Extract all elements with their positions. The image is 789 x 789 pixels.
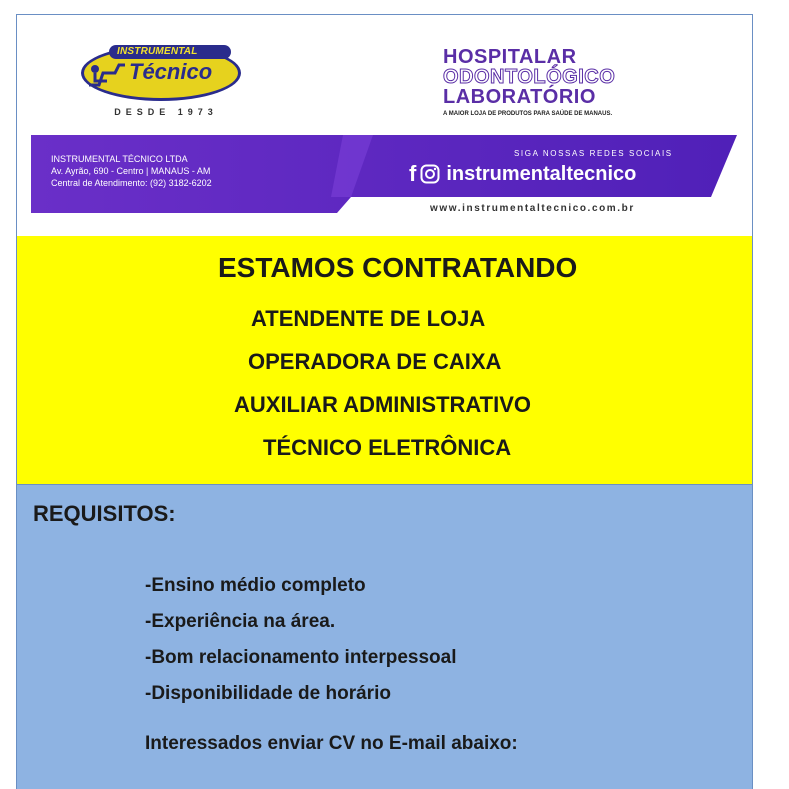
dental-chair-icon bbox=[85, 57, 129, 91]
job-item: ATENDENTE DE LOJA bbox=[251, 306, 486, 331]
requirements-section bbox=[17, 485, 752, 789]
brand-line-hospitalar: HOSPITALAR bbox=[443, 46, 577, 68]
social-handle: instrumentaltecnico bbox=[446, 162, 637, 185]
brand-tagline: A MAIOR LOJA DE PRODUTOS PARA SAÚDE DE MANAUS. bbox=[443, 111, 613, 117]
social-caption: SIGA NOSSAS REDES SOCIAIS bbox=[514, 149, 673, 158]
application-instructions: Interessados enviar CV no E-mail abaixo: bbox=[145, 733, 518, 754]
hiring-title: ESTAMOS CONTRATANDO bbox=[218, 252, 578, 283]
company-address: Av. Ayrão, 690 - Centro | MANAUS - AM bbox=[51, 166, 211, 176]
website-url: www.instrumentaltecnico.com.br bbox=[430, 203, 635, 214]
requirement-item: -Bom relacionamento interpessoal bbox=[145, 647, 457, 668]
brand-line-laboratorio: LABORATÓRIO bbox=[443, 86, 596, 108]
job-flyer bbox=[16, 14, 753, 789]
job-item: TÉCNICO ELETRÔNICA bbox=[263, 435, 512, 460]
instrumental-tecnico-logo bbox=[81, 39, 247, 123]
brand-line-odontologico: ODONTOLÓGICO bbox=[443, 66, 616, 88]
requirement-item: -Disponibilidade de horário bbox=[145, 683, 391, 704]
logo-since-text: DESDE 1973 bbox=[114, 107, 218, 117]
facebook-icon: f bbox=[409, 161, 417, 186]
requirement-item: -Ensino médio completo bbox=[145, 575, 366, 596]
logo-top-text: INSTRUMENTAL bbox=[117, 46, 198, 57]
requirement-item: -Experiência na área. bbox=[145, 611, 336, 632]
brand-block bbox=[443, 47, 703, 117]
instagram-icon bbox=[420, 164, 440, 184]
requirements-title: REQUISITOS: bbox=[33, 501, 176, 526]
job-item: AUXILIAR ADMINISTRATIVO bbox=[234, 392, 531, 417]
hiring-section bbox=[17, 236, 752, 485]
logo-main-text: Técnico bbox=[129, 59, 213, 84]
company-phone: Central de Atendimento: (92) 3182-6202 bbox=[51, 178, 212, 188]
flyer-header bbox=[17, 15, 752, 237]
company-name: INSTRUMENTAL TÉCNICO LTDA bbox=[51, 154, 188, 164]
social-row bbox=[409, 161, 636, 187]
job-item: OPERADORA DE CAIXA bbox=[248, 349, 502, 374]
company-info bbox=[51, 153, 212, 189]
